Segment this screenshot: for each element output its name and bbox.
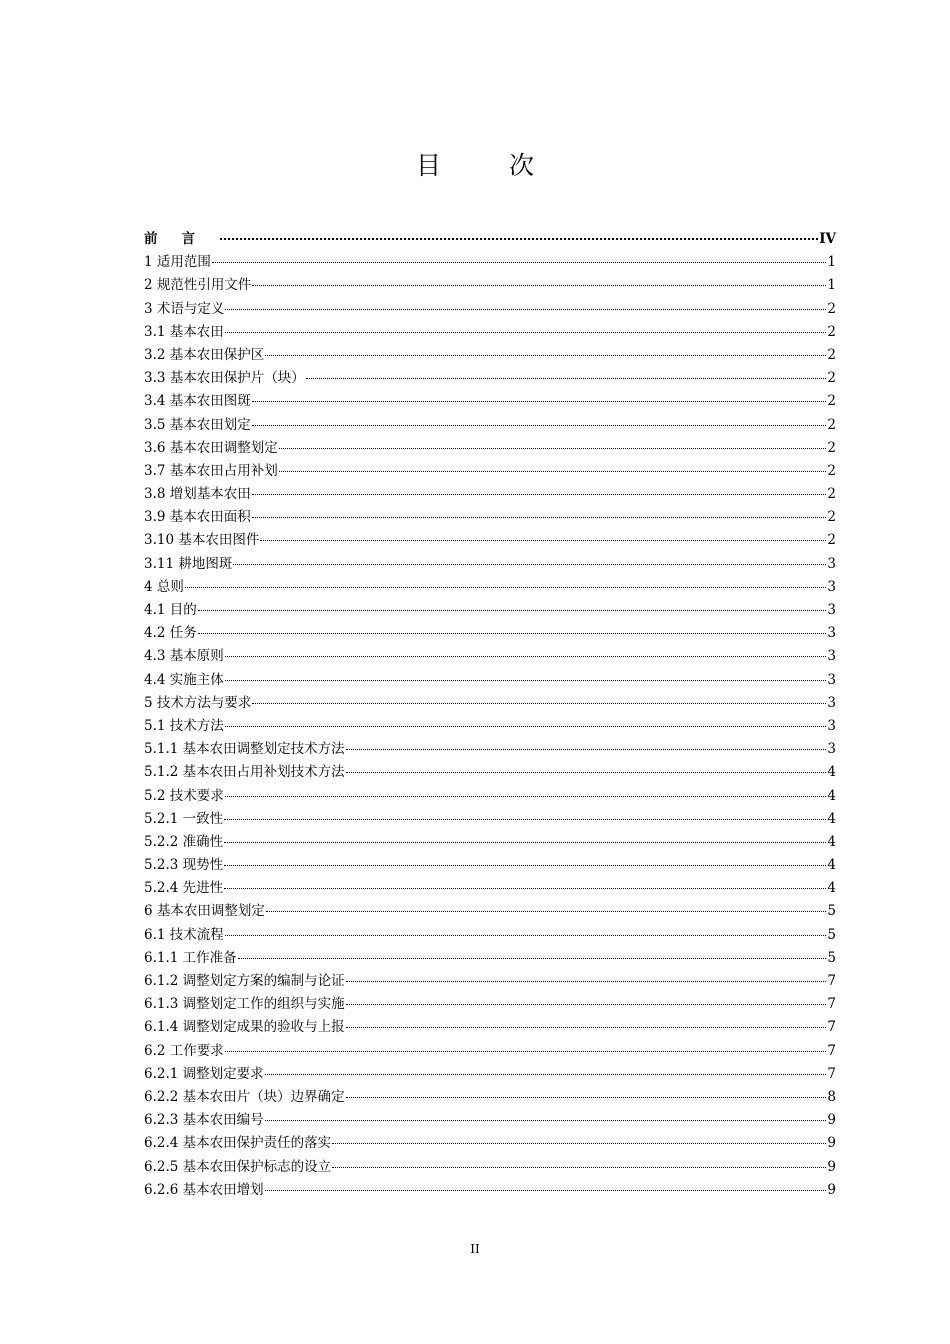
toc-dot-leader bbox=[279, 447, 827, 449]
toc-dot-leader bbox=[224, 841, 826, 843]
toc-dot-leader bbox=[332, 1166, 826, 1168]
toc-dot-leader bbox=[225, 795, 827, 797]
toc-entry-label: 5.2 技术要求 bbox=[144, 787, 224, 804]
toc-entry-page: 2 bbox=[827, 509, 836, 526]
toc-dot-leader bbox=[279, 470, 827, 472]
toc-entry[interactable] bbox=[144, 993, 836, 1016]
toc-dot-leader bbox=[225, 725, 827, 727]
toc-entry[interactable] bbox=[144, 738, 836, 761]
toc-dot-leader bbox=[346, 1026, 827, 1028]
toc-entry[interactable] bbox=[144, 437, 836, 460]
toc-entry-page: 2 bbox=[827, 370, 836, 387]
toc-dot-leader bbox=[225, 679, 827, 681]
toc-dot-leader bbox=[265, 1189, 827, 1191]
toc-entry-label: 3.7 基本农田占用补划 bbox=[144, 462, 278, 479]
toc-entry-page: 2 bbox=[827, 416, 836, 433]
toc-entry-label: 4.1 目的 bbox=[144, 602, 197, 618]
toc-entry-page: 2 bbox=[827, 439, 836, 456]
toc-entry[interactable] bbox=[144, 344, 836, 367]
toc-dot-leader bbox=[346, 1003, 827, 1005]
toc-entry[interactable] bbox=[144, 506, 836, 529]
toc-entry-page: 2 bbox=[827, 323, 836, 340]
toc-entry[interactable] bbox=[144, 414, 836, 437]
toc-entry-label: 3.2 基本农田保护区 bbox=[144, 346, 265, 363]
toc-entry[interactable] bbox=[144, 228, 836, 251]
toc-entry-label: 6 基本农田调整划定 bbox=[144, 903, 265, 920]
toc-entry-label: 6.1.2 调整划定方案的编制与论证 bbox=[144, 973, 345, 989]
toc-dot-leader bbox=[198, 632, 827, 634]
toc-entry-label: 6.1.1 工作准备 bbox=[144, 949, 237, 966]
toc-dot-leader bbox=[252, 284, 826, 286]
toc-entry-page: 3 bbox=[827, 717, 836, 734]
toc-entry[interactable] bbox=[144, 1040, 836, 1063]
toc-dot-leader bbox=[252, 493, 827, 495]
toc-entry[interactable] bbox=[144, 831, 836, 854]
toc-entry[interactable] bbox=[144, 483, 836, 506]
toc-entry[interactable] bbox=[144, 715, 836, 738]
toc-entry-page: 5 bbox=[827, 903, 836, 920]
toc-dot-leader bbox=[238, 957, 827, 959]
toc-entry[interactable] bbox=[144, 622, 836, 645]
toc-entry-label: 5.2.3 现势性 bbox=[144, 857, 224, 874]
toc-entry[interactable] bbox=[144, 1179, 836, 1202]
toc-entry-page: 2 bbox=[827, 300, 836, 317]
toc-entry-label: 3.9 基本农田面积 bbox=[144, 509, 251, 526]
toc-entry-label: 3.10 基本农田图件 bbox=[144, 532, 260, 549]
toc-entry[interactable] bbox=[144, 692, 836, 715]
toc-dot-leader bbox=[224, 818, 826, 820]
toc-entry[interactable] bbox=[144, 576, 836, 599]
toc-entry-page: 4 bbox=[827, 880, 836, 897]
toc-entry[interactable] bbox=[144, 1156, 836, 1179]
toc-entry-label: 6.1.4 调整划定成果的验收与上报 bbox=[144, 1019, 345, 1036]
toc-dot-leader bbox=[225, 308, 826, 310]
toc-dot-leader bbox=[225, 331, 827, 333]
toc-entry-page: 7 bbox=[827, 1019, 836, 1036]
toc-entry-page: 2 bbox=[827, 393, 836, 410]
toc-dot-leader bbox=[233, 563, 826, 565]
toc-entry-label: 6.2.5 基本农田保护标志的设立 bbox=[144, 1158, 332, 1175]
toc-entry[interactable] bbox=[144, 1132, 836, 1155]
toc-dot-leader bbox=[225, 1050, 827, 1052]
toc-dot-leader bbox=[332, 1142, 826, 1144]
toc-entry-page: 4 bbox=[827, 787, 836, 804]
toc-entry-page: 4 bbox=[827, 810, 836, 827]
toc-entry-label: 4.4 实施主体 bbox=[144, 671, 224, 688]
toc-entry-label: 6.1 技术流程 bbox=[144, 926, 224, 943]
toc-entry-page: 3 bbox=[827, 648, 836, 665]
toc-entry-page: 4 bbox=[827, 764, 836, 781]
toc-dot-leader bbox=[185, 586, 827, 588]
toc-entry-label: 3.6 基本农田调整划定 bbox=[144, 439, 278, 456]
toc-entry-page: 5 bbox=[827, 926, 836, 943]
toc-entry-label: 4 总则 bbox=[144, 578, 184, 595]
toc-dot-leader bbox=[265, 1119, 827, 1121]
toc-entry[interactable] bbox=[144, 274, 836, 297]
toc-entry-label: 6.2.1 调整划定要求 bbox=[144, 1065, 264, 1082]
toc-entry-label: 3.11 耕地图斑 bbox=[144, 555, 233, 572]
toc-entry[interactable] bbox=[144, 251, 836, 274]
toc-entry-label: 6.2.2 基本农田片（块）边界确定 bbox=[144, 1088, 345, 1105]
toc-entry[interactable] bbox=[144, 1016, 836, 1039]
toc-dot-leader bbox=[198, 609, 827, 611]
table-of-contents bbox=[144, 228, 836, 1202]
toc-entry[interactable] bbox=[144, 1109, 836, 1132]
toc-dot-leader bbox=[224, 864, 826, 866]
toc-dot-leader bbox=[346, 771, 827, 773]
toc-entry-label: 2 规范性引用文件 bbox=[144, 277, 252, 294]
toc-dot-leader bbox=[306, 377, 827, 379]
toc-entry[interactable] bbox=[144, 599, 836, 622]
toc-entry-page: 9 bbox=[827, 1158, 836, 1175]
toc-dot-leader bbox=[260, 539, 826, 541]
toc-entry-label: 5.1.2 基本农田占用补划技术方法 bbox=[144, 764, 345, 781]
toc-entry-page: 7 bbox=[827, 996, 836, 1013]
toc-entry[interactable] bbox=[144, 1063, 836, 1086]
toc-entry-label: 5.1.1 基本农田调整划定技术方法 bbox=[144, 741, 345, 758]
toc-entry-page: 2 bbox=[827, 346, 836, 363]
toc-dot-leader bbox=[265, 354, 826, 356]
toc-entry-page: 3 bbox=[827, 602, 836, 618]
toc-entry[interactable] bbox=[144, 298, 836, 321]
toc-entry[interactable] bbox=[144, 390, 836, 413]
toc-entry-label: 4.2 任务 bbox=[144, 625, 197, 642]
toc-entry-page: 4 bbox=[827, 833, 836, 850]
toc-dot-leader bbox=[220, 237, 818, 240]
toc-entry-page: 5 bbox=[827, 949, 836, 966]
toc-entry[interactable] bbox=[144, 970, 836, 993]
toc-dot-leader bbox=[225, 655, 827, 657]
toc-entry[interactable] bbox=[144, 529, 836, 552]
toc-entry[interactable] bbox=[144, 669, 836, 692]
toc-entry-page: 3 bbox=[827, 671, 836, 688]
toc-entry-page: 3 bbox=[827, 625, 836, 642]
toc-entry[interactable] bbox=[144, 367, 836, 390]
toc-entry-label: 3.8 增划基本农田 bbox=[144, 486, 251, 503]
toc-entry-page: 7 bbox=[827, 973, 836, 989]
toc-dot-leader bbox=[265, 1073, 827, 1075]
toc-entry-page: 7 bbox=[827, 1042, 836, 1059]
toc-dot-leader bbox=[252, 702, 826, 704]
toc-entry-page: 1 bbox=[827, 277, 836, 294]
toc-entry[interactable] bbox=[144, 645, 836, 668]
toc-entry-label: 5.2.1 一致性 bbox=[144, 810, 224, 827]
page-number: II bbox=[470, 1242, 480, 1256]
toc-entry[interactable] bbox=[144, 460, 836, 483]
toc-entry-label: 5.2.2 准确性 bbox=[144, 833, 224, 850]
toc-entry-label: 5.2.4 先进性 bbox=[144, 880, 224, 897]
toc-entry-page: 7 bbox=[827, 1065, 836, 1082]
toc-entry[interactable] bbox=[144, 808, 836, 831]
toc-entry-page: 2 bbox=[827, 462, 836, 479]
toc-entry-page: 8 bbox=[827, 1088, 836, 1105]
toc-entry[interactable] bbox=[144, 785, 836, 808]
toc-entry-page: 3 bbox=[827, 555, 836, 572]
toc-entry[interactable] bbox=[144, 924, 836, 947]
toc-entry-label: 3.5 基本农田划定 bbox=[144, 416, 251, 433]
toc-entry-page: 3 bbox=[827, 694, 836, 711]
toc-entry-page: 3 bbox=[827, 578, 836, 595]
toc-entry[interactable] bbox=[144, 900, 836, 923]
toc-entry-label: 前言 bbox=[144, 231, 219, 247]
toc-entry[interactable] bbox=[144, 321, 836, 344]
toc-entry[interactable] bbox=[144, 877, 836, 900]
toc-entry-label: 1 适用范围 bbox=[144, 254, 211, 271]
toc-entry-label: 6.1.3 调整划定工作的组织与实施 bbox=[144, 996, 345, 1013]
toc-entry-page: 9 bbox=[827, 1181, 836, 1198]
toc-entry[interactable] bbox=[144, 761, 836, 784]
toc-entry[interactable] bbox=[144, 854, 836, 877]
toc-dot-leader bbox=[346, 748, 827, 750]
toc-entry-label: 3.3 基本农田保护片（块） bbox=[144, 370, 305, 387]
toc-dot-leader bbox=[252, 424, 827, 426]
toc-entry[interactable] bbox=[144, 947, 836, 970]
toc-dot-leader bbox=[266, 910, 827, 912]
toc-entry-label: 5 技术方法与要求 bbox=[144, 694, 252, 711]
toc-entry-page: 3 bbox=[827, 741, 836, 758]
toc-entry-label: 5.1 技术方法 bbox=[144, 717, 224, 734]
toc-dot-leader bbox=[224, 887, 826, 889]
toc-entry[interactable] bbox=[144, 1086, 836, 1109]
toc-entry-label: 6.2.6 基本农田增划 bbox=[144, 1181, 264, 1198]
toc-entry-label: 6.2.3 基本农田编号 bbox=[144, 1112, 264, 1129]
toc-entry-page: 2 bbox=[827, 486, 836, 503]
toc-entry-page: 4 bbox=[827, 857, 836, 874]
toc-entry-page: IV bbox=[819, 231, 836, 247]
toc-entry[interactable] bbox=[144, 553, 836, 576]
page-title: 目 次 bbox=[416, 151, 564, 180]
toc-dot-leader bbox=[346, 1096, 827, 1098]
toc-entry-page: 2 bbox=[827, 532, 836, 549]
toc-entry-label: 6.2.4 基本农田保护责任的落实 bbox=[144, 1135, 332, 1152]
toc-dot-leader bbox=[252, 516, 827, 518]
toc-dot-leader bbox=[212, 261, 827, 263]
toc-entry-page: 1 bbox=[827, 254, 836, 271]
toc-entry-label: 3 术语与定义 bbox=[144, 300, 225, 317]
toc-entry-page: 9 bbox=[827, 1135, 836, 1152]
toc-dot-leader bbox=[346, 980, 827, 982]
toc-dot-leader bbox=[225, 934, 827, 936]
toc-dot-leader bbox=[252, 400, 827, 402]
toc-entry-page: 9 bbox=[827, 1112, 836, 1129]
toc-entry-label: 6.2 工作要求 bbox=[144, 1042, 224, 1059]
toc-entry-label: 3.4 基本农田图斑 bbox=[144, 393, 251, 410]
toc-entry-label: 4.3 基本原则 bbox=[144, 648, 224, 665]
toc-entry-label: 3.1 基本农田 bbox=[144, 323, 224, 340]
